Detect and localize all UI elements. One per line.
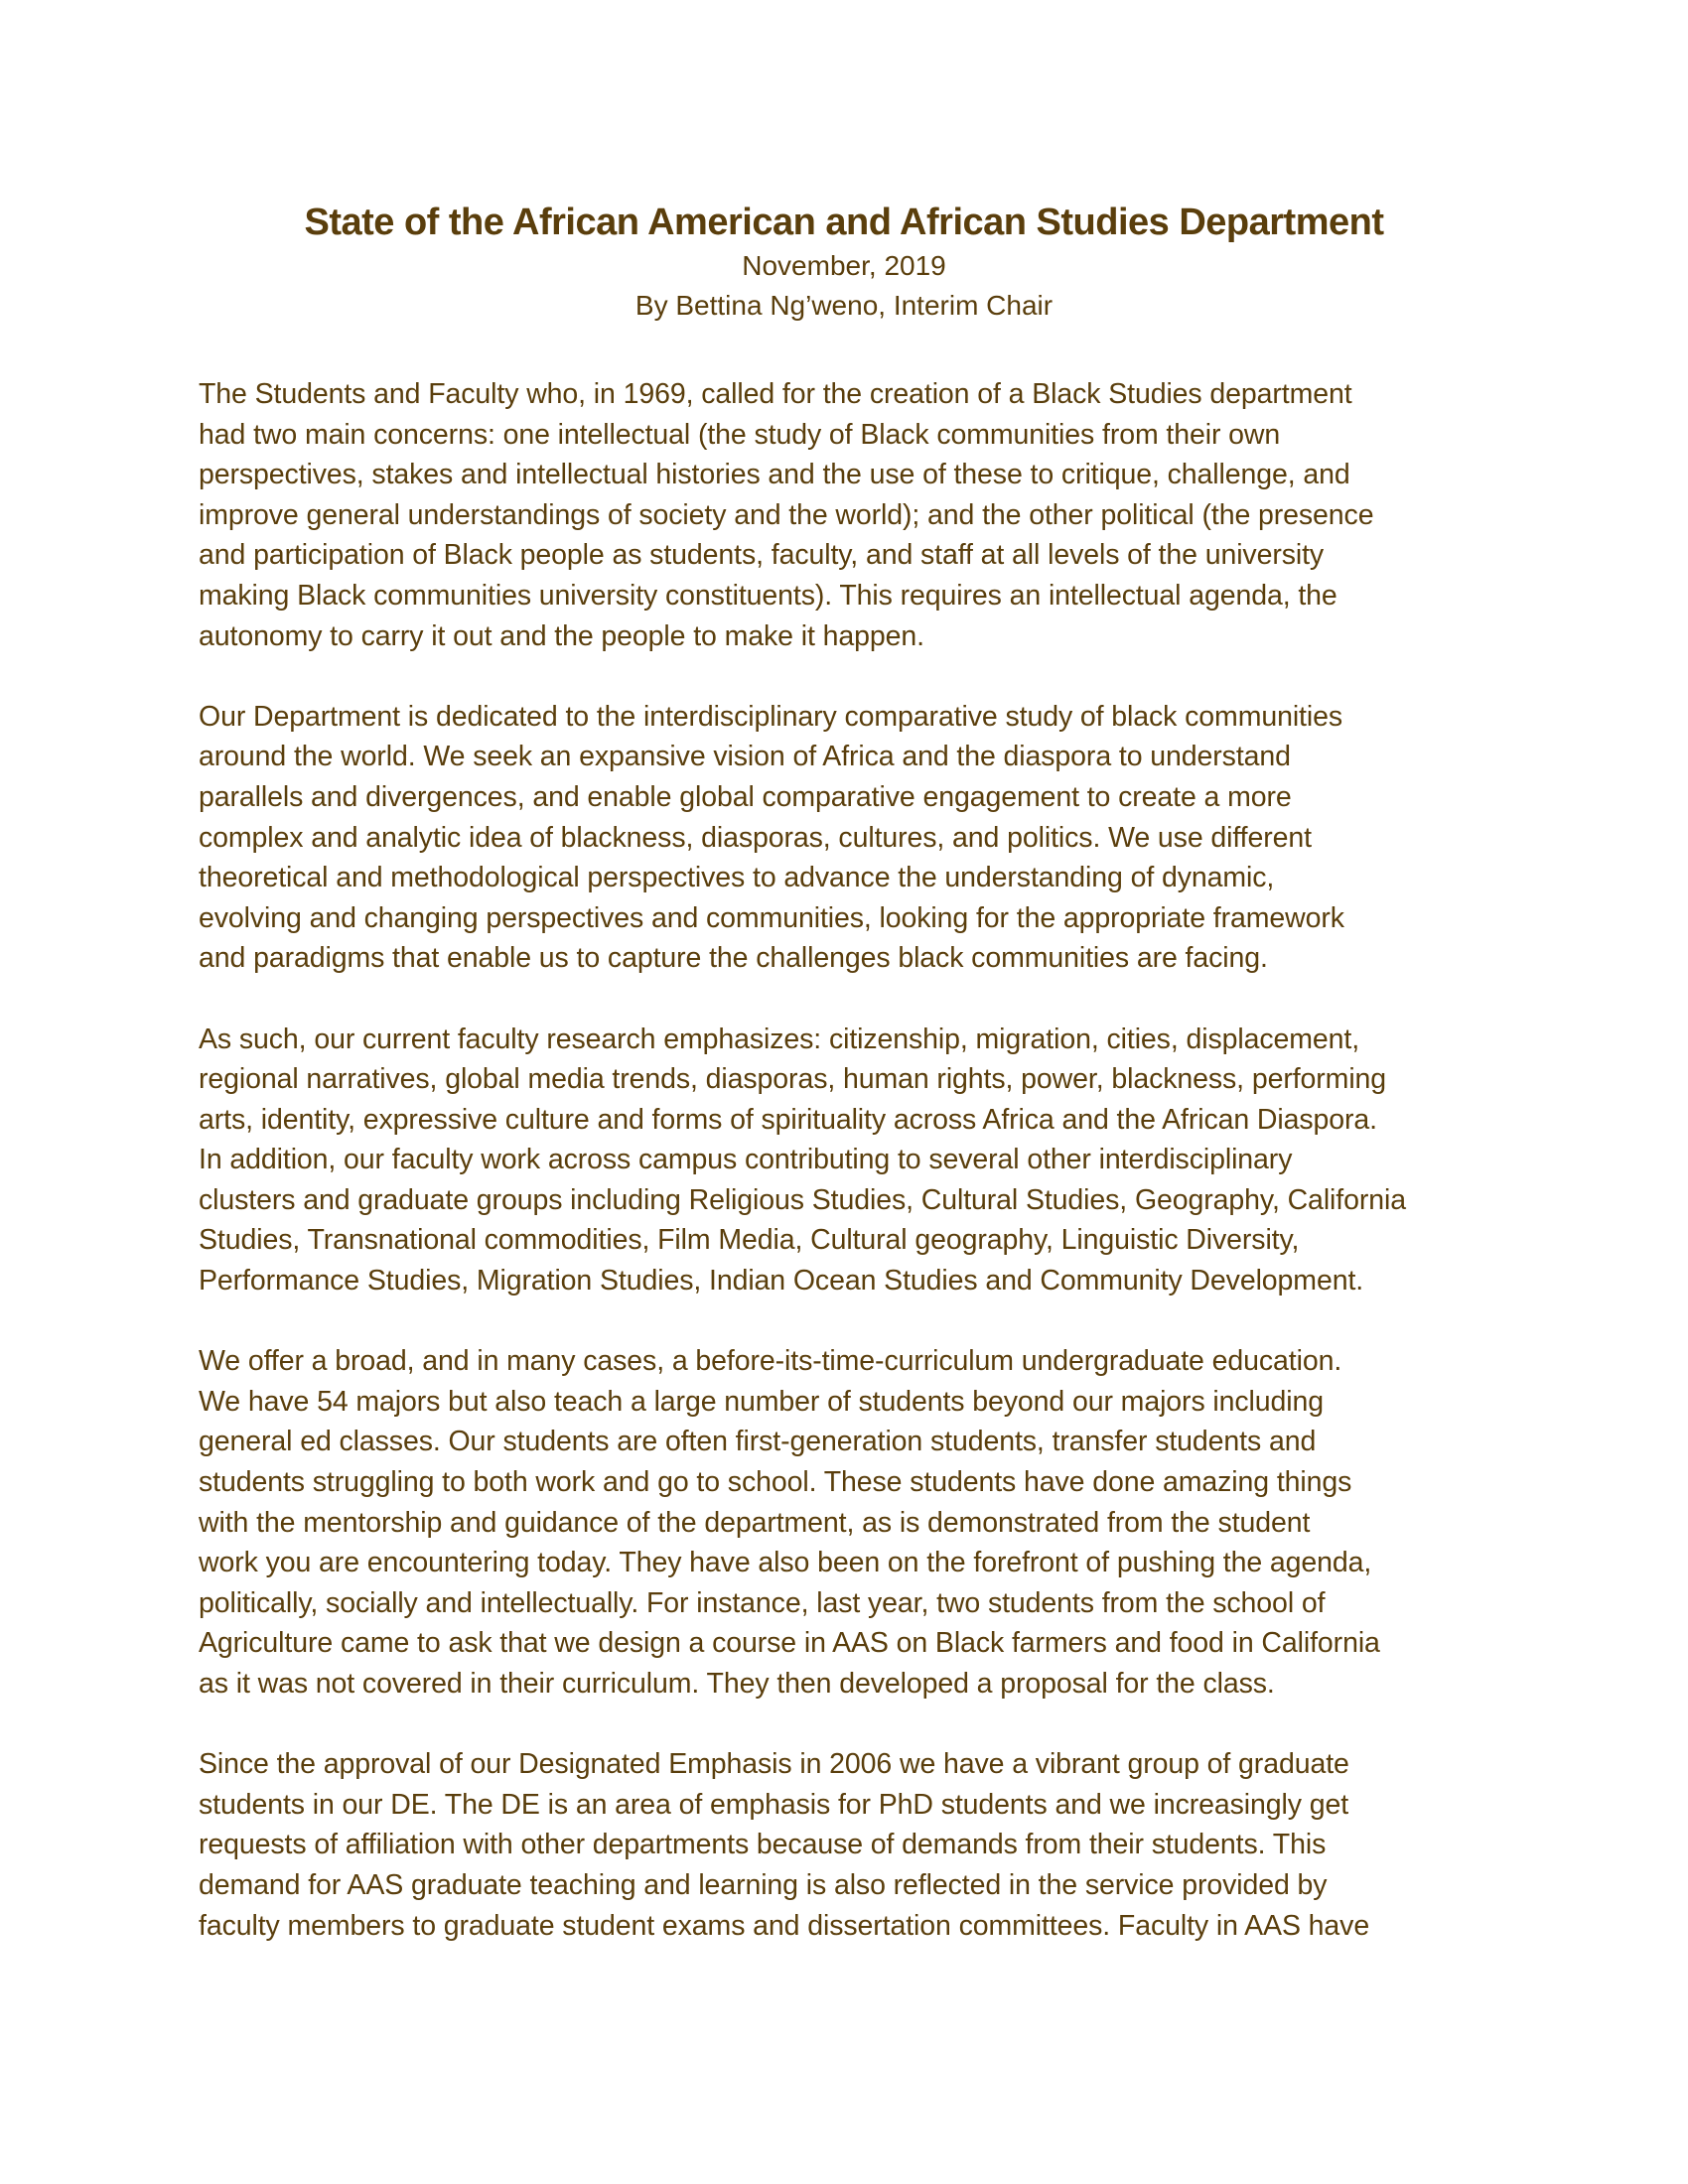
paragraph-founding: The Students and Faculty who, in 1969, called for the creation of a Black Studies department had two main concerns: one intellectual (the study of Black communities from their own perspectives, stakes and intellectual histories and the use of these to critique, challenge, and improve general understandings of society and the world); and the other political (the presence and participation of Black people as students, faculty, and staff at all levels of the university making Black communities university constituents). This requires an intellectual agenda, the autonomy to carry it out and the people to make it happen. [199, 378, 1374, 652]
document-body [199, 374, 1489, 1986]
paragraph-undergraduate: We offer a broad, and in many cases, a before-its-time-curriculum undergraduate education. We have 54 majors but also teach a large number of students beyond our majors including general ed classes. Our students are often first-generation students, transfer students and students struggling to both work and go to school. These students have done amazing things with the mentorship and guidance of the department, as is demonstrated from the student work you are encountering today. They have also been on the forefront of pushing the agenda, politically, socially and intellectually. For instance, last year, two students from the school of Agriculture came to ask that we design a course in AAS on Black farmers and food in California as it was not covered in their curriculum. They then developed a proposal for the class. [199, 1345, 1380, 1700]
document-header [0, 199, 1688, 326]
document-byline: By Bettina Ng’weno, Interim Chair [634, 290, 1054, 321]
paragraph-mission: Our Department is dedicated to the interdisciplinary comparative study of black communities around the world. We seek an expansive vision of Africa and the diaspora to understand parallels and divergences, and enable global comparative engagement to create a more complex and analytic idea of blackness, diasporas, cultures, and politics. We use different theoretical and methodological perspectives to advance the understanding of dynamic, evolving and changing perspectives and communities, looking for the appropriate framework and paradigms that enable us to capture the challenges black communities are facing. [199, 700, 1344, 975]
document-title: State of the African American and African Studies Department [304, 202, 1384, 243]
document-date: November, 2019 [742, 250, 946, 281]
paragraph-research: As such, our current faculty research emphasizes: citizenship, migration, cities, displacement, regional narratives, global media trends, diasporas, human rights, power, blackness, performing arts, identity, expressive culture and forms of spirituality across Africa and the African Diaspora. In addition, our faculty work across campus contributing to several other interdisciplinary clusters and graduate groups including Religious Studies, Cultural Studies, Geography, California Studies, Transnational commodities, Film Media, Cultural geography, Linguistic Diversity, Performance Studies, Migration Studies, Indian Ocean Studies and Community Development. [199, 1023, 1406, 1297]
paragraph-graduate: Since the approval of our Designated Emphasis in 2006 we have a vibrant group of graduate students in our DE. The DE is an area of emphasis for PhD students and we increasingly get requests of affiliation with other departments because of demands from their students. This demand for AAS graduate teaching and learning is also reflected in the service provided by faculty members to graduate student exams and dissertation committees. Faculty in AAS have [199, 1748, 1370, 1942]
